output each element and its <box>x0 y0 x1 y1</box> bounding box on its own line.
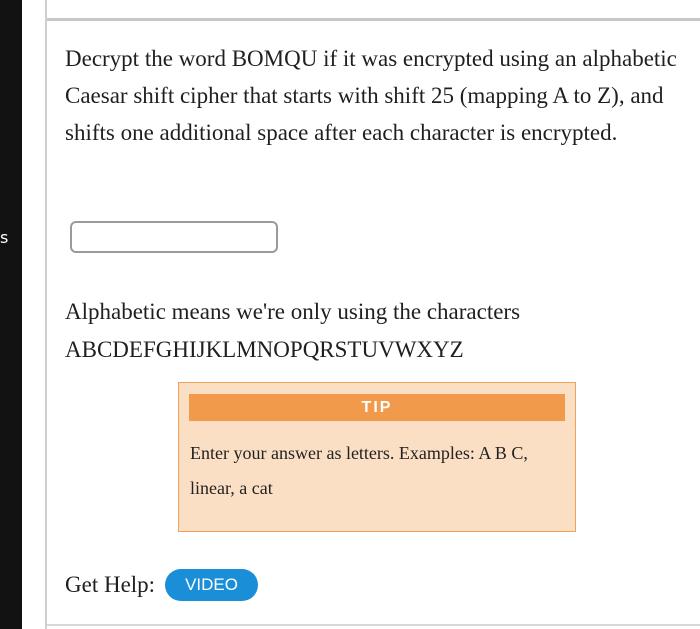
question-text: Decrypt the word BOMQU if it was encrypted using an alphabetic Caesar shift cipher that starts with shift 25 (mapping A to Z), and shifts one additional space after each character is encrypted. <box>65 46 677 145</box>
tip-text: Enter your answer as letters. Examples: A B C, linear, a cat <box>190 443 528 498</box>
bottom-divider <box>47 624 700 626</box>
alphabet-note-line: Alphabetic means we're only using the characters <box>65 299 521 324</box>
video-button[interactable]: VIDEO <box>165 569 258 601</box>
left-sidebar <box>0 0 22 629</box>
question-panel <box>45 0 700 629</box>
get-help-label: Get Help: <box>65 572 156 597</box>
tip-title: TIP <box>189 394 565 421</box>
sidebar-glyph: s <box>0 228 9 247</box>
alphabet-characters: ABCDEFGHIJKLMNOPQRSTUVWXYZ <box>65 337 464 362</box>
tip-box <box>178 382 576 532</box>
answer-input[interactable] <box>70 221 278 253</box>
get-help-section <box>65 569 258 601</box>
alphabet-note <box>65 293 685 369</box>
top-divider <box>47 18 700 21</box>
